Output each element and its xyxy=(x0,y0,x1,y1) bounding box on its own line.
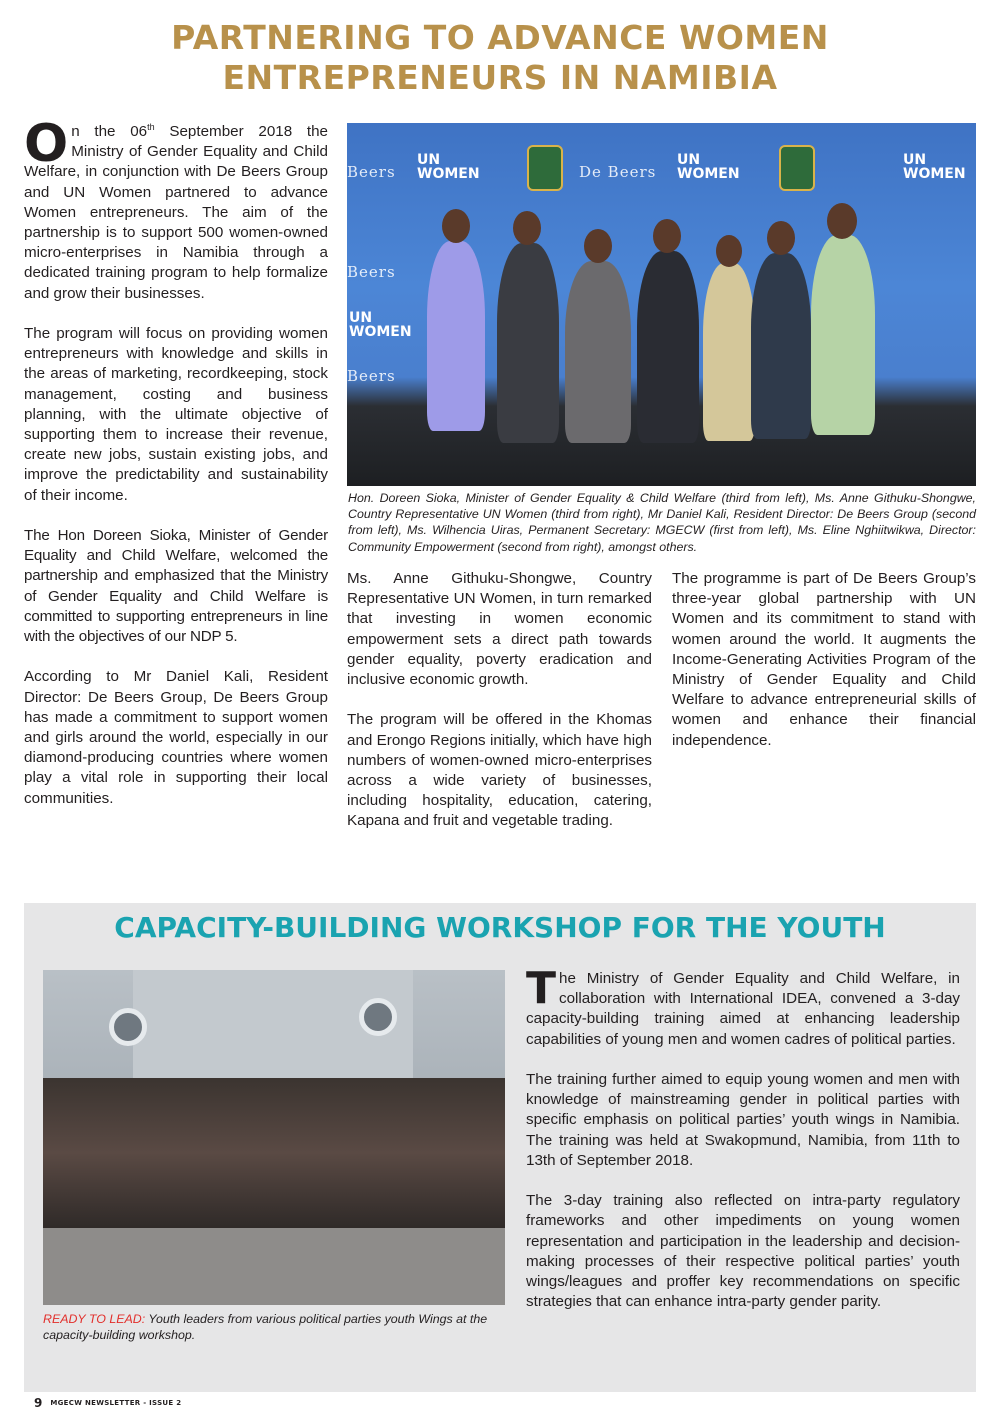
partnership-event-photo xyxy=(347,123,976,486)
article-column-3 xyxy=(672,569,976,751)
article-headline xyxy=(0,18,1000,98)
paragraph-minister-quote: The Hon Doreen Sioka, Minister of Gender Equality and Child Welfare, welcomed the partnership and emphasized that the Ministry of Gender Equality and Child Welfare is committed to supporting entrepreneurs in line with the objectives of our NDP 5. xyxy=(24,527,328,646)
article-column-2 xyxy=(347,569,652,832)
person xyxy=(751,253,811,439)
person-head xyxy=(827,203,857,239)
headline-line-2: ENTREPRENEURS IN NAMIBIA xyxy=(222,58,778,97)
un-women-logo: UN WOMEN xyxy=(349,310,412,340)
paragraph-regions: The program will be offered in the Khomas and Erongo Regions initially, which have high numbers of women-owned micro-enterprises across a wide variety of businesses, including hospitality, education, catering, Kapana and fruit and vegetable trading. xyxy=(347,711,652,830)
youth-photo-caption: READY TO LEAD: Youth leaders from various political parties youth Wings at the capacity-building workshop. xyxy=(43,1312,488,1343)
un-women-logo: UN WOMEN xyxy=(677,152,740,182)
person-head xyxy=(513,211,541,245)
debeers-logo: De Beers xyxy=(579,163,657,181)
person xyxy=(811,235,875,435)
person xyxy=(427,241,485,431)
person xyxy=(497,243,559,443)
photo-caption: Hon. Doreen Sioka, Minister of Gender Equality & Child Welfare (third from left), Ms. Anne Githuku-Shongwe, Country Representative UN Women (third from right), Mr Daniel Kali, Resident Director: De Beers Group (second from left), Ms. Wilhencia Uiras, Permanent Secretary: MGECW (first from left), Ms. Eline Nghiitwikwa, Director: Community Empowerment (second from right), amongst others. xyxy=(348,491,976,554)
person xyxy=(637,251,699,443)
paragraph-un-women-quote: Ms. Anne Githuku-Shongwe, Country Representative UN Women, in turn remarked that investing in women economic empowerment sets a direct path towards gender equality, poverty eradication and inclusive economic growth. xyxy=(347,570,652,689)
debeers-logo: Beers xyxy=(347,367,396,385)
group-of-people xyxy=(43,1078,505,1228)
un-women-logo: UN WOMEN xyxy=(903,152,966,182)
drop-cap: T xyxy=(526,963,557,1014)
person xyxy=(565,261,631,443)
paragraph-youth-frameworks: The 3-day training also reflected on intra-party regulatory frameworks and other impediments on young women representation and participation in the leadership and decision-making processes of their respective political parties’ youth wings/leagues and proffer key recommendations on specific strategies that can enhance intra-party gender parity. xyxy=(526,1192,960,1311)
debeers-logo: Beers xyxy=(347,263,396,281)
paragraph-programme-part: The programme is part of De Beers Group’s three-year global partnership with UN Women and its commitment to stand with women around the world. It augments the Income-Generating Activities Program of the Ministry of Gender Equality and Child Welfare to advance entrepreneurial skills of women and enhance their financial independence. xyxy=(672,570,976,749)
paragraph-debeers-quote: According to Mr Daniel Kali, Resident Director: De Beers Group, De Beers Group has made a commitment to support women and girls around the world, especially in our diamond-producing countries where women play a vital role in supporting their local communities. xyxy=(24,668,328,807)
youth-workshop-headline: CAPACITY-BUILDING WORKSHOP FOR THE YOUTH xyxy=(114,911,886,944)
paragraph-program-focus: The program will focus on providing women entrepreneurs with knowledge and skills in the areas of marketing, recordkeeping, stock management, costing and business planning, with the ultimate objective of supporting them to increase their revenue, create new jobs, sustain existing jobs, and improve the predictability and sustainability of their income. xyxy=(24,325,328,504)
youth-workshop-photo xyxy=(43,970,505,1305)
person-head xyxy=(767,221,795,255)
headline-line-1: PARTNERING TO ADVANCE WOMEN xyxy=(171,18,829,57)
page-footer xyxy=(34,1397,181,1411)
round-window-icon xyxy=(109,1008,147,1046)
paragraph-youth-aim: The training further aimed to equip young women and men with knowledge of mainstreaming gender in political parties with specific emphasis on political parties’ youth wings in Namibia. The training was held at Swakopmund, Namibia, from 11th to 13th of September 2018. xyxy=(526,1071,960,1169)
paved-ground xyxy=(43,1228,505,1305)
coat-of-arms-icon xyxy=(779,145,815,191)
caption-lead: READY TO LEAD: xyxy=(43,1312,146,1326)
un-women-logo: UN WOMEN xyxy=(417,152,480,182)
coat-of-arms-icon xyxy=(527,145,563,191)
round-window-icon xyxy=(359,998,397,1036)
newsletter-name: MGECW NEWSLETTER - ISSUE 2 xyxy=(50,1399,182,1407)
paragraph-intro: On the 06th September 2018 the Ministry of Gender Equality and Child Welfare, in conjunction with De Beers Group and UN Women partnered to advance Women entrepreneurs. The aim of the partnership is to support 500 women-owned micro-enterprises in Namibia through a dedicated training program to help formalize and grow their businesses. xyxy=(24,114,328,302)
person-head xyxy=(653,219,681,253)
article-column-1 xyxy=(24,114,328,809)
youth-article-column xyxy=(526,963,960,1312)
drop-cap: O xyxy=(24,114,69,174)
person-head xyxy=(716,235,742,267)
person-head xyxy=(584,229,612,263)
debeers-logo: Beers xyxy=(347,163,396,181)
paragraph-youth-intro: The Ministry of Gender Equality and Child Welfare, in collaboration with International IDEA, convened a 3-day capacity-building training aimed at enhancing leadership capabilities of young men and women cadres of political parties. xyxy=(526,963,960,1048)
page-number: 9 xyxy=(34,1396,43,1410)
person-head xyxy=(442,209,470,243)
person xyxy=(703,263,755,441)
